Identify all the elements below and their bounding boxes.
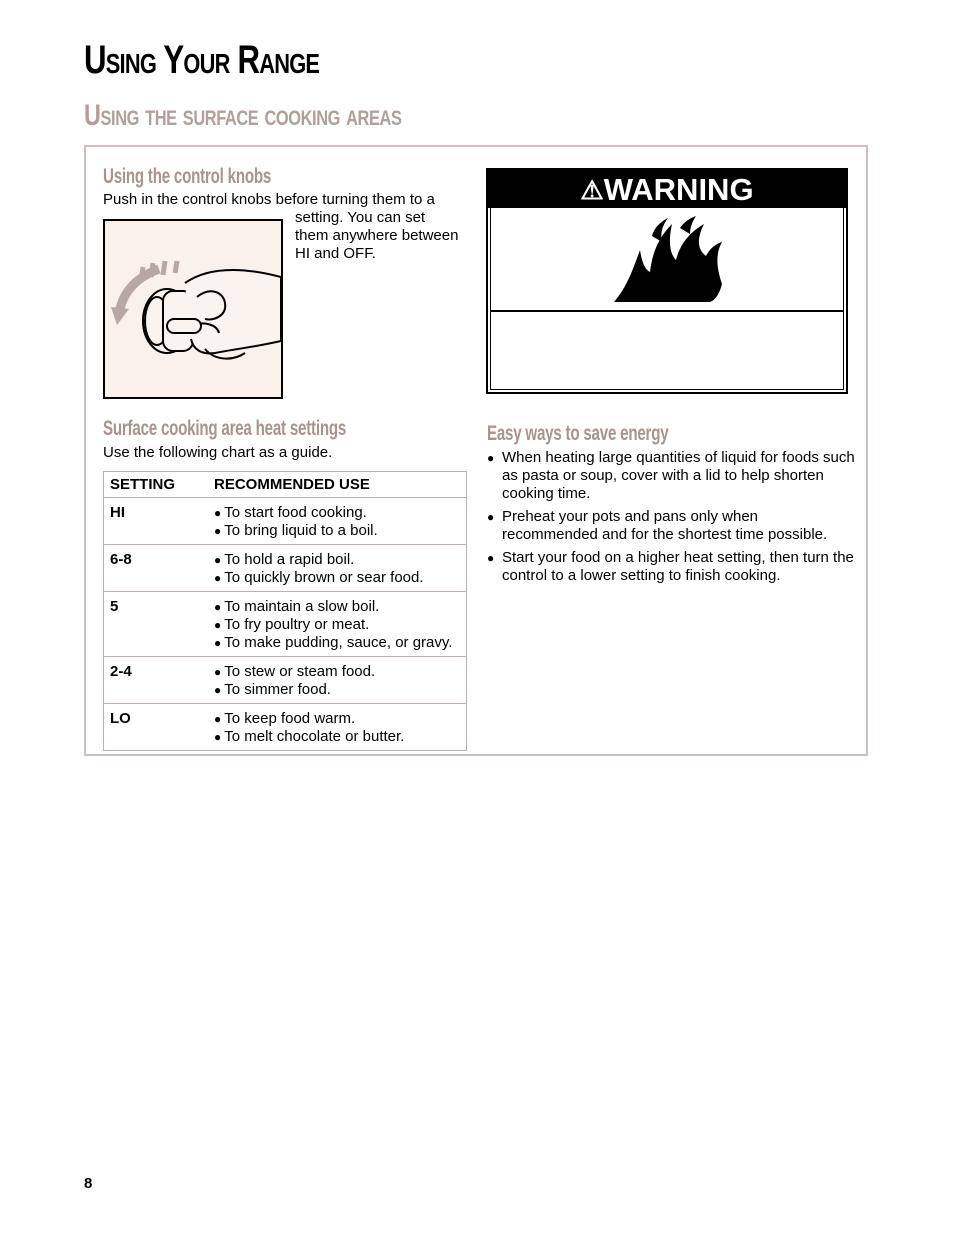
warning-label: WARNING	[603, 172, 754, 207]
bullet-icon: ●	[487, 551, 495, 565]
use-item: ● To stew or steam food.	[214, 663, 460, 681]
energy-tips-list	[487, 449, 857, 590]
table-row	[104, 704, 467, 751]
control-knobs-line-4: HI and OFF.	[295, 245, 376, 262]
control-knobs-heading: Using the control knobs	[103, 165, 272, 188]
heat-settings-intro: Use the following chart as a guide.	[103, 444, 333, 461]
use-item: ● To start food cooking.	[214, 504, 460, 522]
use-item: ● To melt chocolate or butter.	[214, 728, 460, 746]
use-item: ● To simmer food.	[214, 681, 460, 699]
setting-cell: LO	[104, 704, 203, 751]
list-item	[487, 508, 857, 544]
table-row	[104, 545, 467, 592]
use-cell	[202, 592, 467, 657]
bullet-icon: ●	[487, 510, 495, 524]
use-item: ● To bring liquid to a boil.	[214, 522, 460, 540]
use-cell	[202, 498, 467, 545]
knob-illustration	[103, 219, 283, 399]
bullet-icon: ●	[487, 451, 495, 465]
hand-turning-knob-icon	[105, 221, 281, 397]
use-item: ● To fry poultry or meat.	[214, 616, 460, 634]
warning-box	[486, 168, 848, 394]
page-subtitle: Using the surface cooking areas	[84, 99, 402, 132]
table-row	[104, 657, 467, 704]
use-item: ● To hold a rapid boil.	[214, 551, 460, 569]
control-knobs-line-2: setting. You can set	[295, 209, 426, 226]
use-item: ● To quickly brown or sear food.	[214, 569, 460, 587]
page-title: Using Your Range	[84, 38, 320, 82]
column-header-use: RECOMMENDED USE	[202, 472, 467, 498]
fire-icon	[610, 216, 726, 306]
setting-cell: 6-8	[104, 545, 203, 592]
setting-cell: 5	[104, 592, 203, 657]
use-item: ● To make pudding, sauce, or gravy.	[214, 634, 460, 652]
heat-settings-heading: Surface cooking area heat settings	[103, 417, 347, 440]
warning-triangle-icon: ⚠	[580, 175, 604, 205]
heat-settings-table	[103, 471, 467, 751]
warning-header	[488, 170, 846, 208]
table-row	[104, 592, 467, 657]
control-knobs-line-3: them anywhere between	[295, 227, 459, 244]
energy-tip-text: When heating large quantities of liquid for foods such as pasta or soup, cover with a lid to help shorten cooking time.	[502, 449, 855, 502]
energy-heading: Easy ways to save energy	[487, 422, 669, 445]
use-item: ● To maintain a slow boil.	[214, 598, 460, 616]
table-header-row	[104, 472, 467, 498]
energy-tip-text: Preheat your pots and pans only when recommended and for the shortest time possible.	[502, 508, 828, 543]
list-item	[487, 549, 857, 585]
use-cell	[202, 704, 467, 751]
control-knobs-line-1: Push in the control knobs before turning them to a	[103, 191, 435, 208]
column-header-setting: SETTING	[104, 472, 203, 498]
setting-cell: HI	[104, 498, 203, 545]
setting-cell: 2-4	[104, 657, 203, 704]
list-item	[487, 449, 857, 503]
use-cell	[202, 657, 467, 704]
table-row	[104, 498, 467, 545]
warning-divider	[490, 310, 844, 312]
use-cell	[202, 545, 467, 592]
energy-tip-text: Start your food on a higher heat setting, then turn the control to a lower setting to finish cooking.	[502, 549, 854, 584]
page-number: 8	[84, 1175, 93, 1192]
use-item: ● To keep food warm.	[214, 710, 460, 728]
